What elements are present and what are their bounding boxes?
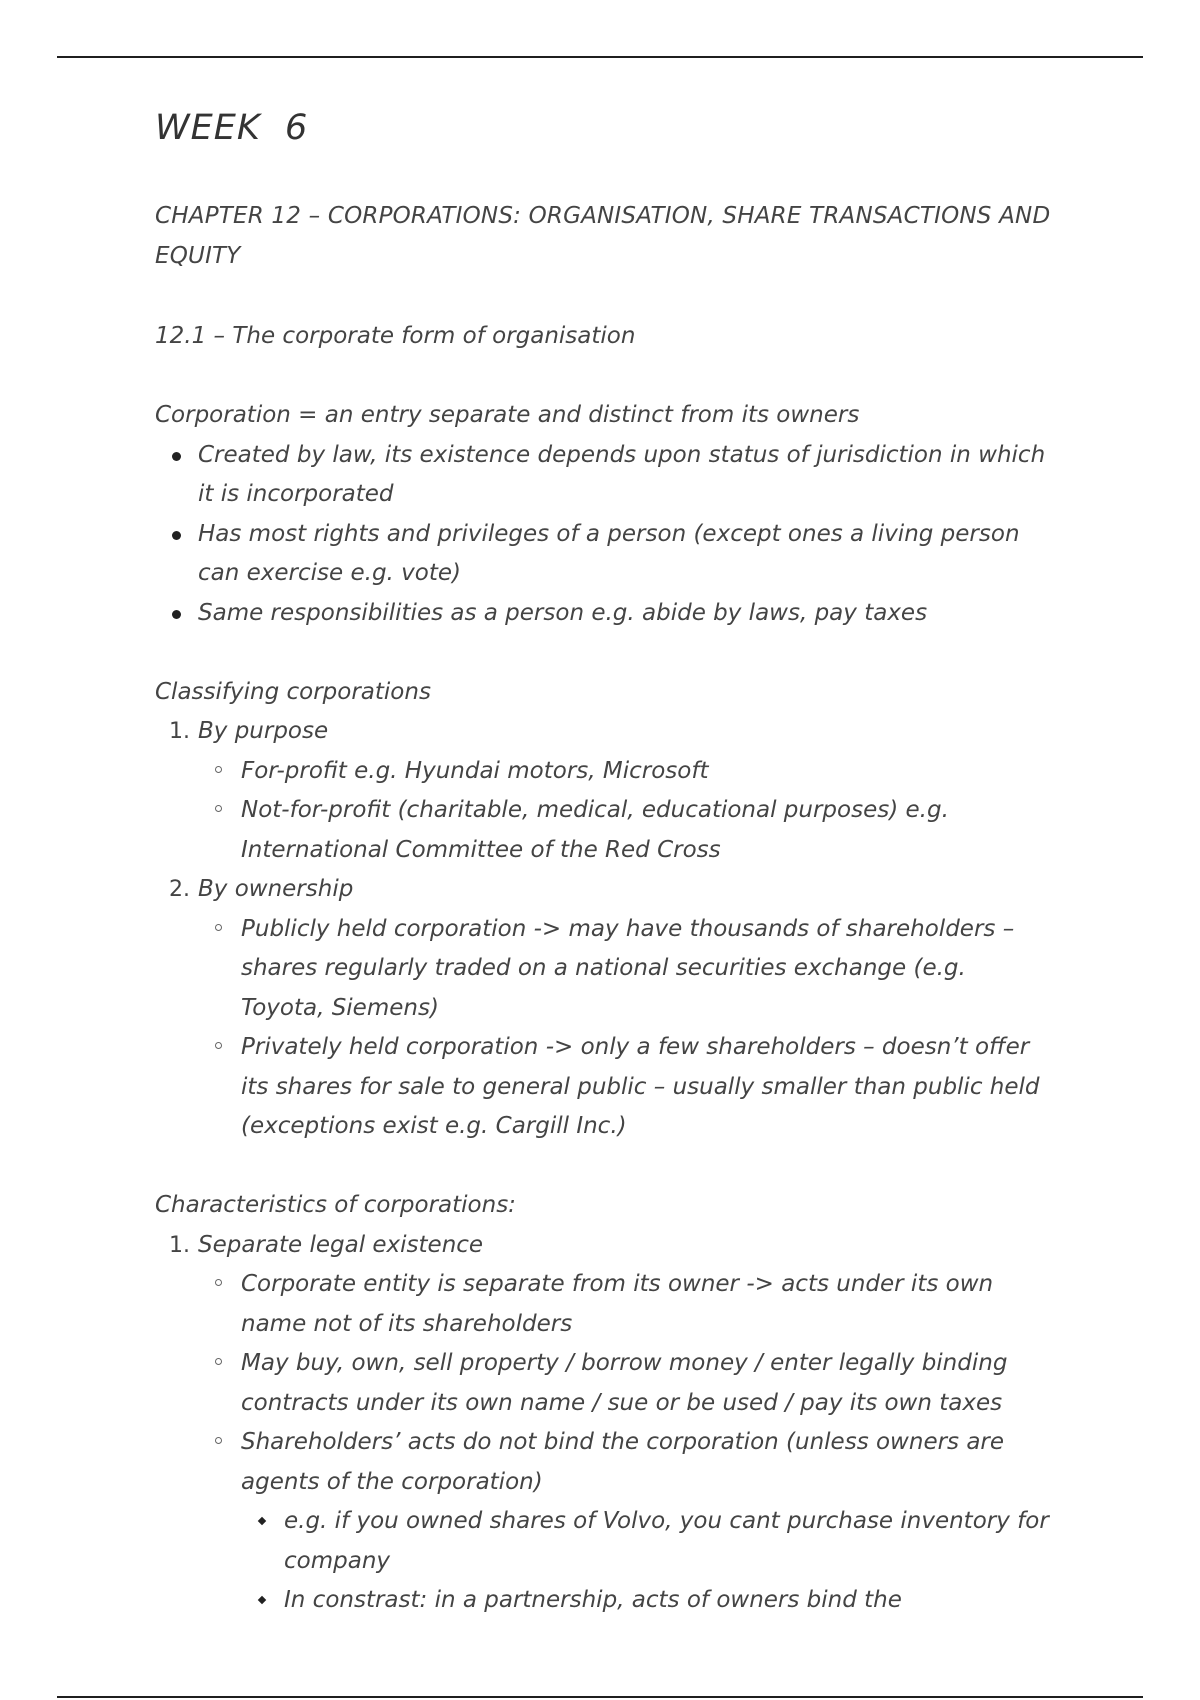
list-number: 1. xyxy=(169,719,190,744)
section-heading: 12.1 – The corporate form of organisation xyxy=(155,323,636,349)
notes-content xyxy=(155,317,1055,1621)
list-item: Same responsibilities as a person e.g. abide by laws, pay taxes xyxy=(155,594,1055,634)
list-number: 2. xyxy=(169,877,190,902)
sub-list-item: Shareholders’ acts do not bind the corporation (unless owners are agents of the corporation) xyxy=(155,1423,1055,1502)
list-item xyxy=(155,1226,1055,1621)
sub-list-item: Corporate entity is separate from its owner -> acts under its own name not of its shareholders xyxy=(155,1265,1055,1344)
sub-list xyxy=(155,910,1055,1147)
sub-list-item: Publicly held corporation -> may have thousands of shareholders – shares regularly traded on a national securities exchange (e.g. Toyota, Siemens) xyxy=(155,910,1055,1029)
sub-list-item: May buy, own, sell property / borrow money / enter legally binding contracts under its own name / sue or be used / pay its own taxes xyxy=(155,1344,1055,1423)
list-item xyxy=(155,870,1055,1147)
list-item-label: By purpose xyxy=(198,718,329,744)
sub-sub-list xyxy=(155,1502,1055,1621)
list-number: 1. xyxy=(169,1232,190,1258)
characteristics-heading: Characteristics of corporations: xyxy=(155,1192,516,1218)
list-item xyxy=(155,712,1055,870)
corporation-bullets xyxy=(155,436,1055,634)
list-item-label: Separate legal existence xyxy=(198,1231,484,1258)
corporation-definition: Corporation = an entry separate and distinct from its owners xyxy=(155,402,860,428)
sub-list xyxy=(155,752,1055,871)
characteristics-list xyxy=(155,1226,1055,1621)
sub-list-item: Privately held corporation -> only a few shareholders – doesn’t offer its shares for sale to general public – usually smaller than public held (exceptions exist e.g. Cargill Inc.) xyxy=(155,1028,1055,1147)
bottom-rule xyxy=(57,1696,1143,1698)
sub-list-item: Not-for-profit (charitable, medical, educational purposes) e.g. International Committee of the Red Cross xyxy=(155,791,1055,870)
sub-list xyxy=(155,1265,1055,1502)
list-item: Created by law, its existence depends upon status of jurisdiction in which it is incorporated xyxy=(155,436,1055,515)
page-title: WEEK 6 xyxy=(155,108,309,148)
classifying-list xyxy=(155,712,1055,1147)
sub-sub-list-item: In constrast: in a partnership, acts of owners bind the xyxy=(155,1581,1055,1621)
sub-sub-list-item: e.g. if you owned shares of Volvo, you cant purchase inventory for company xyxy=(155,1502,1055,1581)
sub-list-item: For-profit e.g. Hyundai motors, Microsoft xyxy=(155,752,1055,792)
list-item-label: By ownership xyxy=(198,876,354,902)
classifying-heading: Classifying corporations xyxy=(155,678,431,705)
list-item: Has most rights and privileges of a person (except ones a living person can exercise e.g. vote) xyxy=(155,515,1055,594)
top-rule xyxy=(57,56,1143,58)
chapter-heading: CHAPTER 12 – CORPORATIONS: ORGANISATION, SHARE TRANSACTIONS AND EQUITY xyxy=(155,203,1051,269)
